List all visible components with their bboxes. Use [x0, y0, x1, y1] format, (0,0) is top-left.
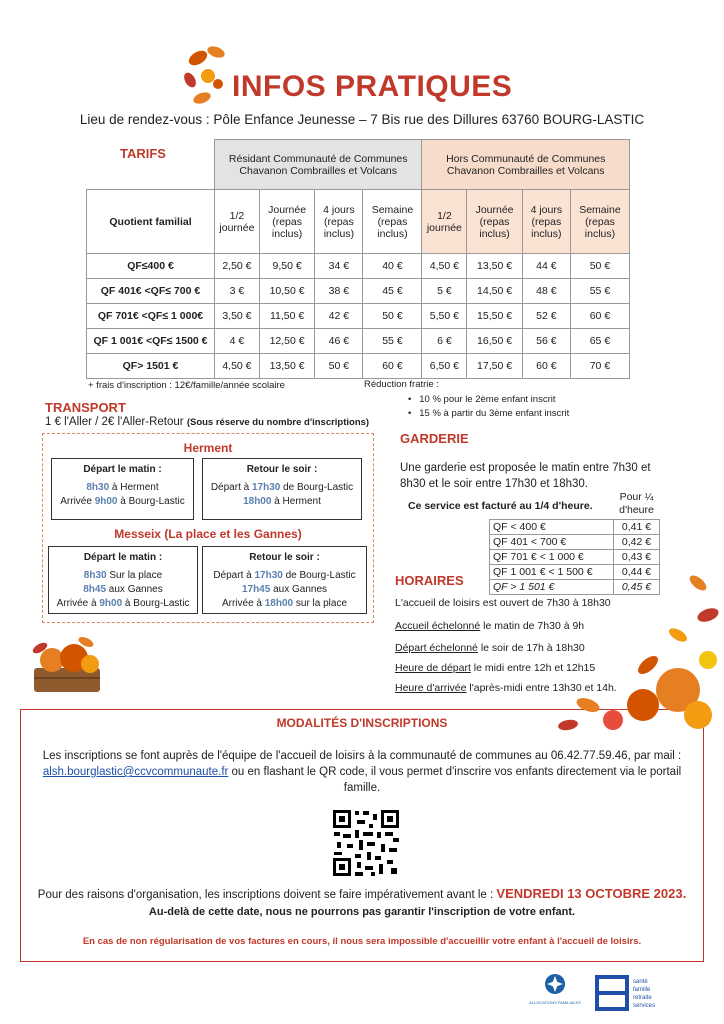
qf-bracket: QF 701 € < 1 000 €: [490, 549, 614, 564]
horaires-heading: HORAIRES: [395, 573, 464, 588]
col-day: Journée (repas inclus): [259, 190, 315, 254]
caf-logo: [529, 970, 581, 1014]
tarifs-heading: TARIFS: [120, 146, 166, 161]
qf-bracket: QF 401 < 700 €: [490, 534, 614, 549]
price-cell: 0,45 €: [614, 579, 660, 594]
place-text: à Herment: [109, 482, 159, 493]
time: 8h45: [83, 584, 107, 595]
msa-logo-text: famille: [633, 987, 651, 993]
table-row: [490, 519, 660, 534]
price-cell: 48 €: [522, 279, 570, 304]
price-cell: 4,50 €: [215, 354, 260, 379]
text: Arrivée: [60, 496, 95, 507]
schedule-label: Heure de départ: [395, 662, 471, 674]
place-text: aux Gannes: [106, 584, 163, 595]
col-half-day: 1/2 journée: [422, 190, 467, 254]
price-cell: 12,50 €: [259, 329, 315, 354]
herment-title: Herment: [183, 441, 233, 455]
price-cell: 5 €: [422, 279, 467, 304]
price-cell: 46 €: [315, 329, 363, 354]
deadline-line: [20, 886, 704, 901]
price-cell: 42 €: [315, 304, 363, 329]
price-cell: 9,50 €: [259, 254, 315, 279]
table-row: [87, 254, 630, 279]
price-cell: 3 €: [215, 279, 260, 304]
price-cell: 60 €: [363, 354, 422, 379]
place-text: à Bourg-Lastic: [117, 496, 185, 507]
herment-return-box: [202, 458, 362, 520]
table-row: [87, 279, 630, 304]
time: 9h00: [99, 598, 123, 609]
price-cell: 50 €: [570, 254, 629, 279]
messeix-departure-box: [48, 546, 198, 614]
price-cell: 4 €: [215, 329, 260, 354]
price-cell: 56 €: [522, 329, 570, 354]
price-cell: 13,50 €: [467, 254, 523, 279]
time: 8h30: [83, 570, 107, 581]
inscriptions-text-b: ou en flashant le QR code, il vous permet d'inscrire vos enfants directement via le portail famille.: [228, 766, 682, 794]
text: Arrivée à: [221, 598, 265, 609]
schedule-text: l'après-midi entre 13h30 et 14h.: [466, 682, 617, 694]
resident-group-header: Résidant Communauté de Communes Chavanon Combrailles et Volcans: [215, 140, 422, 190]
messeix-return-box: [202, 546, 367, 614]
price-cell: 38 €: [315, 279, 363, 304]
qf-bracket: QF> 1501 €: [87, 354, 215, 379]
place-text: Sur la place: [106, 570, 163, 581]
text: Départ à: [210, 482, 252, 493]
place-text: sur la place: [293, 598, 348, 609]
transport-price: [45, 416, 369, 428]
place-text: à Herment: [271, 496, 321, 507]
table-row: [87, 304, 630, 329]
price-cell: 17,50 €: [467, 354, 523, 379]
msa-logo: [595, 975, 675, 1011]
guarantee-note: Au-delà de cette date, nous ne pourrons pas garantir l'inscription de votre enfant.: [148, 906, 576, 918]
price-cell: 34 €: [315, 254, 363, 279]
schedule-text: le soir de 17h à 18h30: [477, 642, 585, 654]
price-cell: 6,50 €: [422, 354, 467, 379]
price-cell: 0,44 €: [614, 564, 660, 579]
price-cell: 65 €: [570, 329, 629, 354]
msa-logo-text: santé: [633, 979, 648, 985]
price-cell: 6 €: [422, 329, 467, 354]
page-title: INFOS PRATIQUES: [232, 70, 513, 103]
price-cell: 16,50 €: [467, 329, 523, 354]
place-text: aux Gannes: [270, 584, 328, 595]
registration-fee-note: + frais d'inscription : 12€/famille/année scolaire: [88, 380, 285, 391]
time: 8h30: [86, 482, 110, 493]
qf-bracket: QF≤400 €: [87, 254, 215, 279]
price-cell: 11,50 €: [259, 304, 315, 329]
price-cell: 55 €: [570, 279, 629, 304]
price-cell: 55 €: [363, 329, 422, 354]
price-cell: 70 €: [570, 354, 629, 379]
schedule-label: Départ échelonné: [395, 642, 478, 654]
herment-departure-box: [51, 458, 194, 520]
price-cell: 0,43 €: [614, 549, 660, 564]
price-cell: 50 €: [363, 304, 422, 329]
box-heading: Retour le soir :: [246, 464, 318, 475]
box-heading: Départ le matin :: [83, 552, 163, 563]
non-resident-group-header: Hors Communauté de Communes Chavanon Combrailles et Volcans: [422, 140, 630, 190]
garderie-heading: GARDERIE: [400, 431, 469, 446]
bullet-icon: •: [408, 408, 412, 419]
sibling-discount-title: Réduction fratrie :: [364, 379, 439, 390]
time: 17h45: [241, 584, 271, 595]
inscriptions-heading: MODALITÉS D'INSCRIPTIONS: [276, 716, 448, 730]
qf-bracket: QF 1 001 € < 1 500 €: [490, 564, 614, 579]
table-row: [490, 534, 660, 549]
price-cell: 52 €: [522, 304, 570, 329]
schedule-text: le midi entre 12h et 12h15: [470, 662, 596, 674]
price-cell: 40 €: [363, 254, 422, 279]
qf-bracket: QF > 1 501 €: [490, 579, 614, 594]
price-cell: 45 €: [363, 279, 422, 304]
invoice-warning: En cas de non régularisation de vos factures en cours, il nous sera impossible d'accueillir votre enfant à l'accueil de loisirs.: [82, 936, 642, 947]
col-half-day: 1/2 journée: [215, 190, 260, 254]
price-cell: 13,50 €: [259, 354, 315, 379]
text: Arrivée à: [56, 598, 100, 609]
qr-code[interactable]: [331, 808, 401, 878]
autumn-leaves-illustration: [178, 40, 240, 110]
opening-hours: L'accueil de loisirs est ouvert de 7h30 à 18h30: [395, 597, 611, 609]
time: 17h30: [251, 482, 281, 493]
inscriptions-text: [40, 748, 684, 796]
time: 17h30: [254, 570, 283, 581]
bullet-icon: •: [408, 394, 412, 405]
price-cell: 44 €: [522, 254, 570, 279]
sibling-discount-item: [408, 408, 569, 419]
place-text: de Bourg-Lastic: [280, 482, 354, 493]
garderie-billing-note: Ce service est facturé au 1/4 d'heure.: [408, 500, 593, 512]
col-4-days: 4 jours (repas inclus): [522, 190, 570, 254]
box-heading: Départ le matin :: [83, 464, 162, 475]
place-text: de Bourg-Lastic: [282, 570, 356, 581]
col-week: Semaine (repas inclus): [363, 190, 422, 254]
table-row: [87, 329, 630, 354]
col-4-days: 4 jours (repas inclus): [315, 190, 363, 254]
price-cell: 4,50 €: [422, 254, 467, 279]
sibling-discount-item: [408, 394, 556, 405]
quarter-hour-header: Pour ¼ d'heure: [619, 490, 654, 516]
table-row: [490, 549, 660, 564]
text: Départ à: [213, 570, 255, 581]
messeix-title: Messeix (La place et les Gannes): [114, 527, 302, 541]
price-cell: 0,41 €: [614, 519, 660, 534]
price-cell: 0,42 €: [614, 534, 660, 549]
garderie-description: Une garderie est proposée le matin entre 7h30 et 8h30 et le soir entre 17h30 et 18h30.: [400, 462, 651, 490]
table-row: [87, 354, 630, 379]
msa-logo-text: services: [633, 1003, 656, 1009]
deadline-date: VENDREDI 13 OCTOBRE 2023.: [496, 886, 687, 901]
schedule-label: Accueil échelonné: [395, 620, 481, 632]
pumpkin-basket-illustration: [26, 632, 108, 696]
caf-logo-text: ALLOCATIONS FAMILIALES: [529, 1000, 581, 1005]
tarifs-table: [86, 139, 630, 379]
col-day: Journée (repas inclus): [467, 190, 523, 254]
schedule-label: Heure d'arrivée: [395, 682, 467, 694]
time: 18h00: [264, 598, 294, 609]
msa-logo-text: retraite: [633, 995, 652, 1001]
transport-heading: TRANSPORT: [45, 400, 126, 415]
schedule-text: le matin de 7h30 à 9h: [480, 620, 585, 632]
price-cell: 14,50 €: [467, 279, 523, 304]
time: 18h00: [243, 496, 272, 507]
inscriptions-text-a: Les inscriptions se font auprès de l'équipe de l'accueil de loisirs à la communauté de communes au 06.42.77.59.46, par mail :: [42, 750, 682, 762]
sibling-discount-text: 10 % pour le 2ème enfant inscrit: [419, 394, 556, 405]
price-cell: 15,50 €: [467, 304, 523, 329]
price-cell: 2,50 €: [215, 254, 260, 279]
col-week: Semaine (repas inclus): [570, 190, 629, 254]
transport-price-text: 1 € l'Aller / 2€ l'Aller-Retour: [45, 416, 184, 428]
email-link[interactable]: alsh.bourglastic@ccvcommunaute.fr: [42, 766, 229, 778]
price-cell: 3,50 €: [215, 304, 260, 329]
qf-bracket: QF 701€ <QF≤ 1 000€: [87, 304, 215, 329]
venue-address: Lieu de rendez-vous : Pôle Enfance Jeunesse – 7 Bis rue des Dillures 63760 BOURG-LASTIC: [79, 112, 645, 127]
qf-bracket: QF 401€ <QF≤ 700 €: [87, 279, 215, 304]
qf-bracket: QF 1 001€ <QF≤ 1500 €: [87, 329, 215, 354]
place-text: à Bourg-Lastic: [122, 598, 190, 609]
price-cell: 10,50 €: [259, 279, 315, 304]
price-cell: 60 €: [522, 354, 570, 379]
price-cell: 60 €: [570, 304, 629, 329]
sibling-discount-text: 15 % à partir du 3ème enfant inscrit: [419, 408, 570, 419]
price-cell: 50 €: [315, 354, 363, 379]
transport-price-note: (Sous réserve du nombre d'inscriptions): [186, 417, 370, 428]
price-cell: 5,50 €: [422, 304, 467, 329]
time: 9h00: [94, 496, 118, 507]
qf-column-header: Quotient familial: [87, 190, 215, 254]
box-heading: Retour le soir :: [249, 552, 320, 563]
autumn-pumpkins-illustration: [548, 565, 724, 735]
deadline-text: Pour des raisons d'organisation, les inscriptions doivent se faire impérativement avant le :: [37, 889, 497, 901]
qf-bracket: QF < 400 €: [490, 519, 614, 534]
